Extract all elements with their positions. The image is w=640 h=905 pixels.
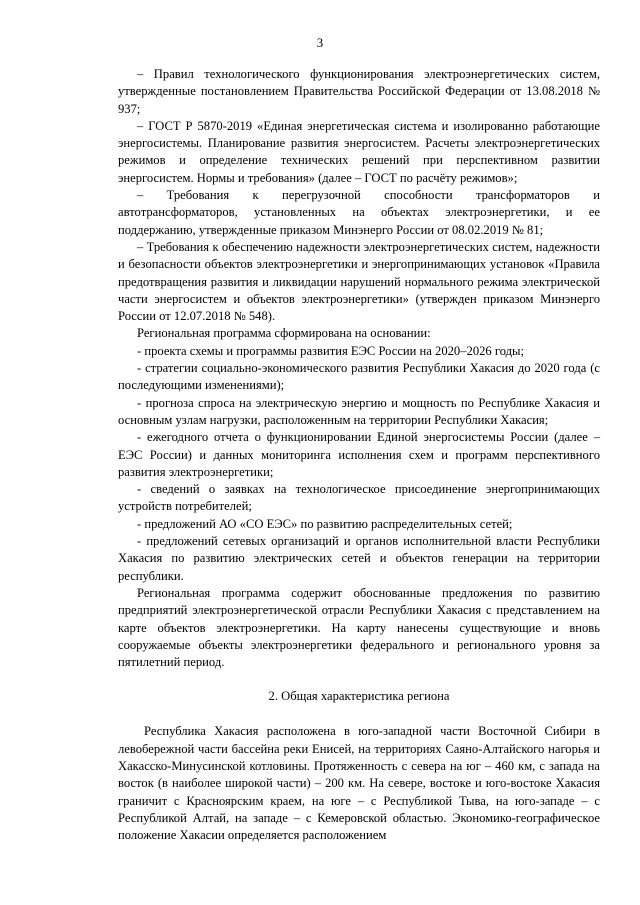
basis-item: - стратегии социально-экономического развития Республики Хакасия до 2020 года (с последующими изменениями);	[118, 361, 600, 393]
section-title: 2. Общая характеристика региона	[268, 689, 450, 704]
basis-item: - прогноза спроса на электрическую энергию и мощность по Республике Хакасия и основным узлам нагрузки, расположенным на территории Республики Хакасия;	[118, 395, 600, 427]
basis-item: - проекта схемы и программы развития ЕЭС России на 2020–2026 годы;	[137, 343, 525, 358]
basis-item: - предложений сетевых организаций и органов исполнительной власти Республики Хакасия по развитию электрических сетей и объектов генерации на территории республики.	[118, 534, 600, 583]
basis-heading: Региональная программа сформирована на основании:	[137, 326, 431, 341]
regulation-item: – Правил технологического функционирования электроэнергетических систем, утвержденные постановлением Правительства Российской Федерации от 13.08.2018 № 937;	[118, 67, 600, 116]
regulation-item: – Требования к перегрузочной способности трансформаторов и автотрансформаторов, установленных на объектах электроэнергетики, и ее поддержанию, утвержденные приказом Минэнерго России от 08.02.2019 № 81;	[118, 188, 600, 237]
regulation-item: – Требования к обеспечению надежности электроэнергетических систем, надежности и безопасности объектов электроэнергетики и энергопринимающих установок «Правила предотвращения развития и ликвидации нарушений нормального режима электрической части энергосистем и объектов электроэнергетики» (утвержден приказом Минэнерго России от 12.07.2018 № 548).	[118, 239, 600, 324]
basis-item: - предложений АО «СО ЕЭС» по развитию распределительных сетей;	[137, 516, 513, 531]
page-content	[118, 66, 600, 844]
region-paragraph: Республика Хакасия расположена в юго-западной части Восточной Сибири в левобережной части бассейна реки Енисей, на территориях Саяно-Алтайского нагорья и Хакасско-Минусинской котловины. Протяженность с севера на юг – 460 км, с запада на восток (в наиболее широкой части) – 200 км. На севере, востоке и юго-востоке Хакасия граничит с Красноярским краем, на юге – с Республикой Тыва, на юго-западе – с Республикой Алтай, на западе – с Кемеровской областью. Экономико-географическое положение Хакасии определяется расположением	[118, 724, 600, 843]
regulation-item: – ГОСТ Р 5870-2019 «Единая энергетическая система и изолированно работающие энергосистемы. Планирование развития энергосистем. Расчеты электроэнергетических режимов и определение технических решений при перспективном развитии энергосистем. Нормы и требования» (далее – ГОСТ по расчёту режимов»;	[118, 118, 600, 185]
basis-item: - сведений о заявках на технологическое присоединение энергопринимающих устройств потребителей;	[118, 482, 600, 514]
summary-paragraph: Региональная программа содержит обоснованные предложения по развитию предприятий электроэнергетической отрасли Республики Хакасия с представлением на карте объектов электроэнергетики. На карту нанесены существующие и вновь сооружаемые объекты электроэнергетики федерального и регионального уровня за пятилетний период.	[118, 585, 600, 670]
page-number: 3	[316, 36, 324, 50]
basis-item: - ежегодного отчета о функционировании Единой энергосистемы России (далее – ЕЭС России) и данных мониторинга исполнения схем и программ перспективного развития электроэнергетики;	[118, 430, 600, 479]
